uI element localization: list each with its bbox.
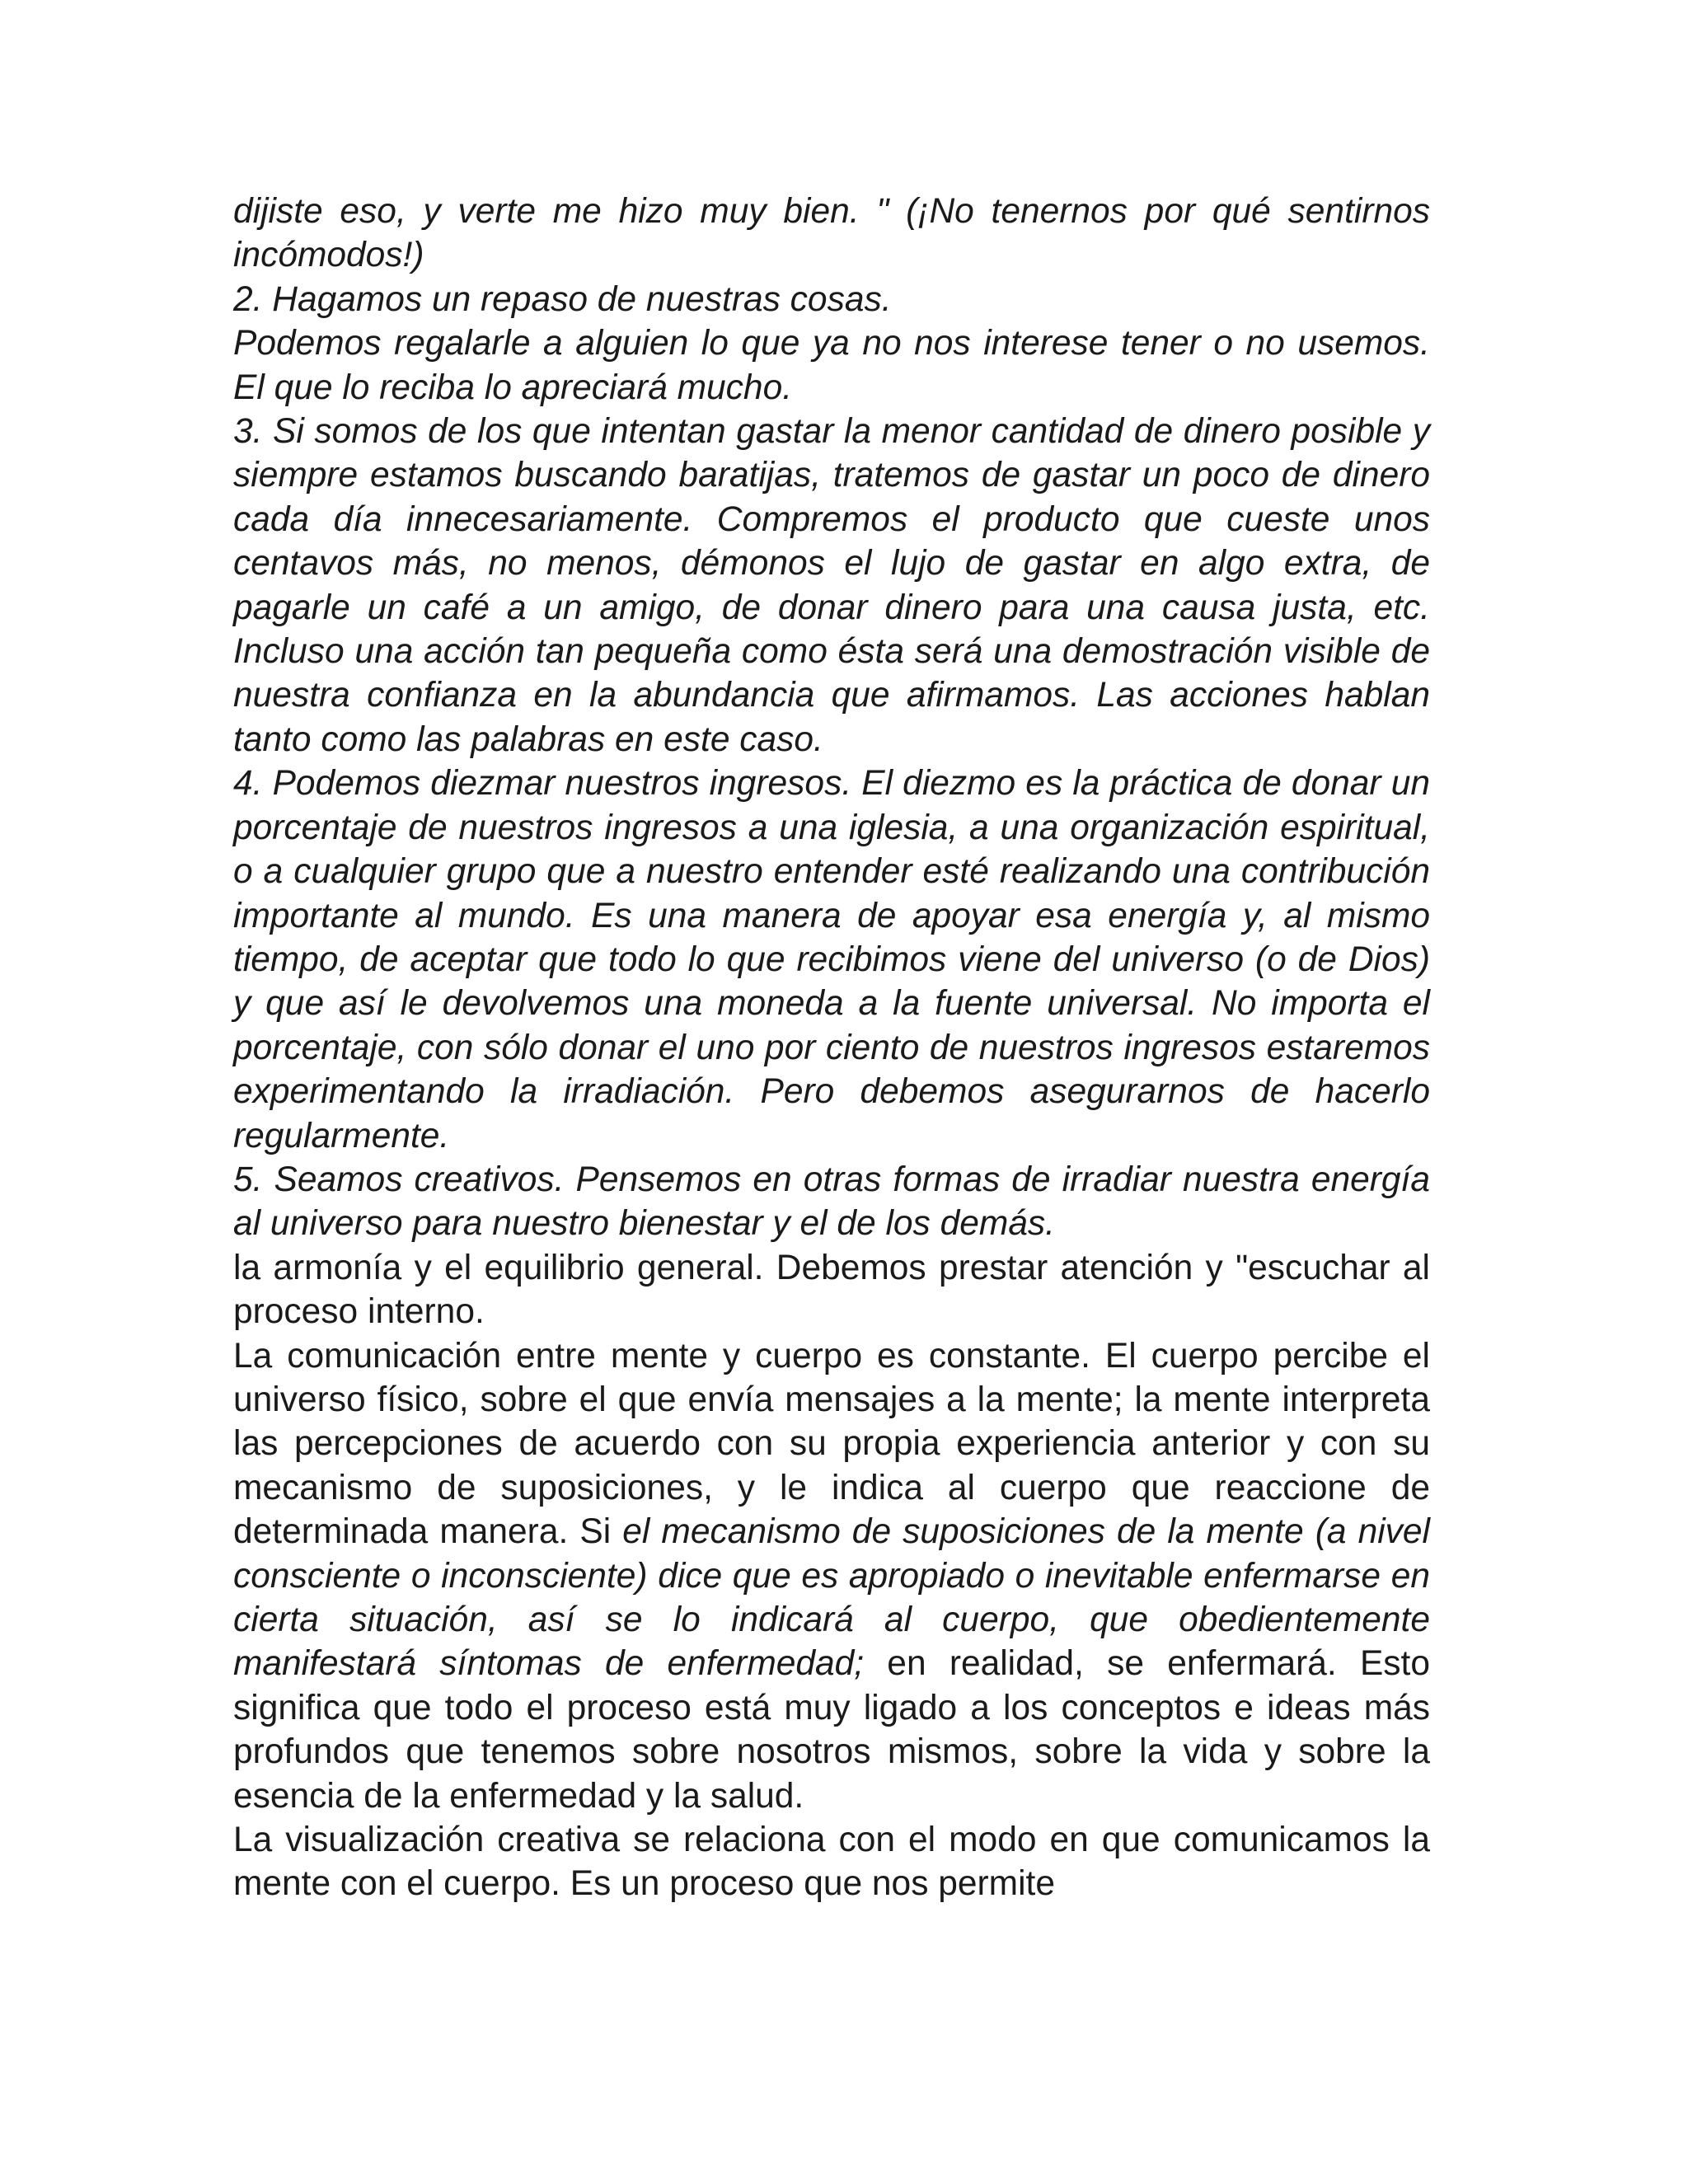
paragraph-8 (233, 1334, 1430, 1818)
paragraph-8-part-3: en realidad, se enfermará. Esto significa que todo el proceso está muy ligado a los conceptos e ideas más profundos que tenemos sobre nosotros mismos, sobre la vida y sobre la esencia de la enfermedad y la salud. (233, 1644, 1430, 1816)
document-page (233, 190, 1430, 1906)
paragraph-4: 3. Si somos de los que intentan gastar la menor cantidad de dinero posible y siempre estamos buscando baratijas, tratemos de gastar un poco de dinero cada día innecesariamente. Compremos el producto que cueste unos centavos más, no menos, démonos el lujo de gastar en algo extra, de pagarle un café a un amigo, de donar dinero para una causa justa, etc. Incluso una acción tan pequeña como ésta será una demostración visible de nuestra confianza en la abundancia que afirmamos. Las acciones hablan tanto como las palabras en este caso. (233, 412, 1430, 759)
paragraph-7: la armonía y el equilibrio general. Debemos prestar atención y "escuchar al proceso interno. (233, 1248, 1430, 1332)
paragraph-8-part-1: La comunicación entre mente y cuerpo es constante. El cuerpo percibe el universo físico, sobre el que envía mensajes a la mente; la mente interpreta las percepciones de acuerdo con su propia experiencia anterior y con su mecanismo de suposiciones, y le indica al cuerpo que reaccione de determinada manera. Si (233, 1336, 1430, 1552)
paragraph-8-italic-part: el mecanismo de suposiciones de la mente (a nivel consciente o inconsciente) dice que es apropiado o inevitable enfermarse en cierta situación, así se lo indicará al cuerpo, que obedientemente manifestará síntomas de enfermedad; (233, 1512, 1431, 1684)
paragraph-2: 2. Hagamos un repaso de nuestras cosas. (233, 279, 892, 319)
paragraph-9: La visualización creativa se relaciona con el modo en que comunicamos la mente con el cuerpo. Es un proceso que nos permite (233, 1821, 1430, 1904)
paragraph-5: 4. Podemos diezmar nuestros ingresos. El diezmo es la práctica de donar un porcentaje de nuestros ingresos a una iglesia, a una organización espiritual, o a cualquier grupo que a nuestro entender esté realizando una contribución importante al mundo. Es una manera de apoyar esa energía y, al mismo tiempo, de aceptar que todo lo que recibimos viene del universo (o de Dios) y que así le devolvemos una moneda a la fuente universal. No importa el porcentaje, con sólo donar el uno por ciento de nuestros ingresos estaremos experimentando la irradiación. Pero debemos asegurarnos de hacerlo regularmente. (233, 764, 1430, 1155)
paragraph-3: Podemos regalarle a alguien lo que ya no nos interese tener o no usemos. El que lo reciba lo apreciará mucho. (233, 324, 1430, 407)
paragraph-1: dijiste eso, y verte me hizo muy bien. " (¡No tenernos por qué sentirnos incómodos!) (233, 192, 1430, 275)
paragraph-6: 5. Seamos creativos. Pensemos en otras formas de irradiar nuestra energía al universo para nuestro bienestar y el de los demás. (233, 1160, 1430, 1244)
